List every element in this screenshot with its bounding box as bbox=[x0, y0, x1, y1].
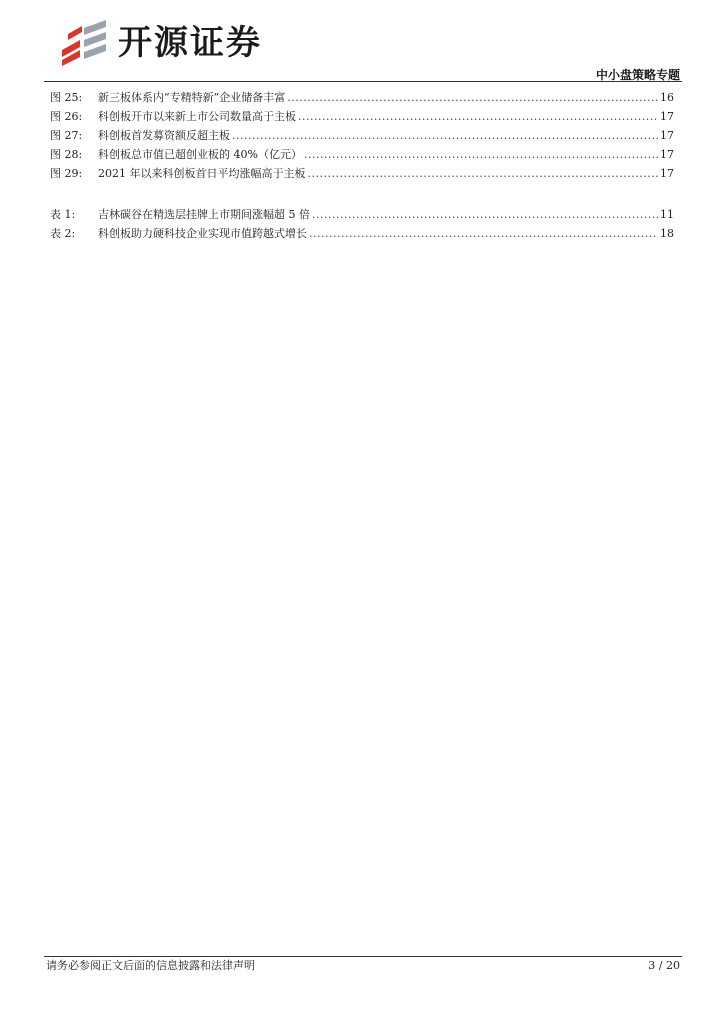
toc-page: 17 bbox=[660, 148, 674, 161]
toc-entry-table-1[interactable] bbox=[50, 205, 674, 224]
toc-page: 17 bbox=[660, 129, 674, 142]
page-number: 3 / 20 bbox=[648, 959, 680, 972]
toc-title: 吉林碳谷在精选层挂牌上市期间涨幅超 5 倍 bbox=[98, 208, 310, 221]
toc-entry-figure-29[interactable] bbox=[50, 164, 674, 183]
toc-entry-table-2[interactable] bbox=[50, 224, 674, 243]
toc-label: 图 26: bbox=[50, 110, 83, 123]
toc-page: 17 bbox=[660, 110, 674, 123]
figure-list bbox=[50, 88, 674, 183]
report-type: 中小盘策略专题 bbox=[595, 68, 680, 82]
toc-label: 表 1: bbox=[50, 208, 76, 221]
toc-title: 科创板助力硬科技企业实现市值跨越式增长 bbox=[98, 227, 307, 240]
toc-label: 图 29: bbox=[50, 167, 83, 180]
toc-title: 2021 年以来科创板首日平均涨幅高于主板 bbox=[98, 167, 306, 180]
toc-leader bbox=[312, 205, 658, 224]
toc-title: 科创板首发募资额反超主板 bbox=[98, 129, 230, 142]
toc-entry-figure-26[interactable] bbox=[50, 107, 674, 126]
toc-leader bbox=[304, 145, 658, 164]
toc-label: 图 27: bbox=[50, 129, 83, 142]
header-divider bbox=[44, 81, 682, 82]
toc-label: 图 25: bbox=[50, 91, 83, 104]
toc-entry-figure-27[interactable] bbox=[50, 126, 674, 145]
brand-name: 开源证券 bbox=[118, 23, 262, 63]
toc-title: 科创板总市值已超创业板的 40%（亿元） bbox=[98, 148, 302, 161]
toc-label: 图 28: bbox=[50, 148, 83, 161]
table-list bbox=[50, 205, 674, 243]
footer-disclaimer: 请务必参阅正文后面的信息披露和法律声明 bbox=[46, 959, 255, 972]
toc-leader bbox=[309, 224, 658, 243]
toc-leader bbox=[287, 88, 658, 107]
toc-title: 科创板开市以来新上市公司数量高于主板 bbox=[98, 110, 296, 123]
toc-label: 表 2: bbox=[50, 227, 76, 240]
footer-divider bbox=[44, 956, 682, 957]
toc-page: 17 bbox=[660, 167, 674, 180]
toc-page: 11 bbox=[660, 208, 674, 221]
toc-leader bbox=[298, 107, 658, 126]
company-logo bbox=[58, 20, 262, 66]
toc-entry-figure-28[interactable] bbox=[50, 145, 674, 164]
toc-page: 16 bbox=[660, 91, 674, 104]
toc-page: 18 bbox=[660, 227, 674, 240]
toc-leader bbox=[232, 126, 658, 145]
toc-leader bbox=[308, 164, 659, 183]
toc-title: 新三板体系内“专精特新”企业储备丰富 bbox=[98, 91, 286, 104]
toc-entry-figure-25[interactable] bbox=[50, 88, 674, 107]
brand-mark-icon bbox=[58, 20, 110, 66]
